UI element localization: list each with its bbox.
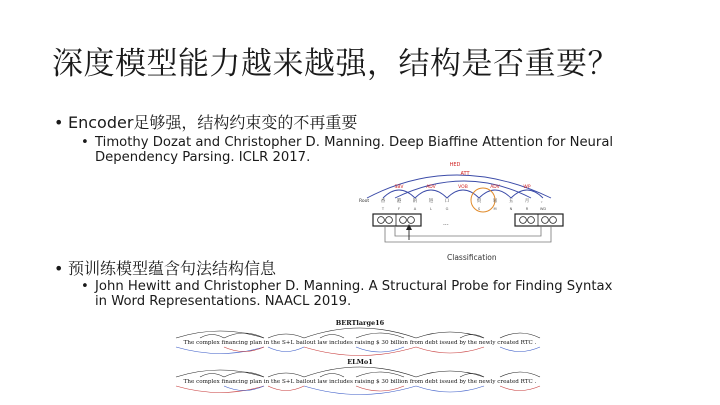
token: includes xyxy=(329,340,353,346)
token: by xyxy=(459,340,467,346)
sentence-row-1 xyxy=(184,340,537,346)
word: 进 xyxy=(428,199,434,204)
token: financing xyxy=(221,379,248,385)
token: 30 xyxy=(381,340,389,346)
token: RTC xyxy=(520,340,533,346)
reference-1-line-1: Timothy Dozat and Christopher D. Manning. Deep Biaffine Attention for Neural xyxy=(95,135,614,150)
pos-tag: G xyxy=(445,207,449,211)
token: the xyxy=(270,340,281,346)
token: . xyxy=(534,379,537,385)
token: includes xyxy=(329,379,353,385)
pos-tag: S xyxy=(477,207,481,211)
token: The xyxy=(183,379,195,385)
sub-bullet-dot: • xyxy=(81,135,89,150)
token: from xyxy=(409,379,424,385)
pos-tag: F xyxy=(397,207,401,211)
structural-probe-figure xyxy=(160,316,560,405)
reference-2-line-1: John Hewitt and Christopher D. Manning. A Structural Probe for Finding Syntax xyxy=(95,279,613,294)
token: bailout xyxy=(295,379,316,385)
figure-caption: Classification xyxy=(447,253,497,262)
pos-tag: WD xyxy=(539,207,547,211)
token: law xyxy=(317,379,328,385)
token: RTC xyxy=(520,379,533,385)
word: 口 xyxy=(444,199,450,204)
word: 香 xyxy=(380,199,386,204)
token: S+L xyxy=(281,340,295,346)
word: 的 xyxy=(412,199,418,204)
token: the xyxy=(467,379,478,385)
token: issued xyxy=(439,379,458,385)
token: created xyxy=(497,379,519,385)
bullet-2-text: 预训练模型蕴含句法结构信息 xyxy=(68,259,277,278)
token: raising xyxy=(354,340,375,346)
highlight-circle xyxy=(471,188,495,212)
token: $ xyxy=(376,340,380,346)
token: billion xyxy=(390,340,409,346)
token: complex xyxy=(196,379,220,385)
token: newly xyxy=(478,340,496,346)
token: in xyxy=(263,379,270,385)
token: issued xyxy=(439,340,458,346)
gold-arcs-2 xyxy=(176,367,540,377)
slide-title: 深度模型能力越来越强，结构是否重要？ xyxy=(52,46,619,82)
pos-tag: L xyxy=(429,207,433,211)
token: raising xyxy=(354,379,375,385)
dependency-parse-figure xyxy=(355,160,565,266)
pos-tag: R xyxy=(525,207,529,211)
word: 月 xyxy=(524,199,530,204)
token: debt xyxy=(425,340,438,346)
sentence-row-2 xyxy=(184,379,537,385)
token: the xyxy=(270,379,281,385)
arc-label: ADV xyxy=(490,185,500,190)
token: newly xyxy=(478,379,496,385)
bullet-1 xyxy=(54,110,357,133)
pos-tag: N xyxy=(509,207,513,211)
root-label: Root xyxy=(359,199,370,204)
reference-2-line-2: in Word Representations. NAACL 2019. xyxy=(95,294,352,309)
word: 。 xyxy=(540,199,546,204)
predicted-arcs-1 xyxy=(176,347,540,356)
arc-label-hed: HED xyxy=(449,162,461,168)
token: plan xyxy=(249,379,263,385)
reference-1-line-2: Dependency Parsing. ICLR 2017. xyxy=(95,150,311,165)
token: 30 xyxy=(381,379,389,385)
bullet-dot: • xyxy=(54,259,64,278)
token: complex xyxy=(196,340,220,346)
word: 五 xyxy=(508,199,514,204)
sub-bullet-dot: • xyxy=(81,279,89,294)
model-label-bert: BERTlarge16 xyxy=(335,319,385,327)
arc-label-att: ATT xyxy=(460,171,470,177)
token: law xyxy=(317,340,328,346)
token: billion xyxy=(390,379,409,385)
token: . xyxy=(534,340,537,346)
ellipsis: ... xyxy=(443,220,449,227)
bullet-dot: • xyxy=(54,113,64,132)
pos-tag: A xyxy=(413,207,417,211)
predicted-arcs-2 xyxy=(176,386,540,395)
arc-label: ADV xyxy=(426,185,436,190)
vector-box-left xyxy=(373,214,421,226)
bullet-2-reference xyxy=(81,279,613,309)
bullet-2 xyxy=(54,256,276,279)
token: S+L xyxy=(281,379,295,385)
token: financing xyxy=(221,340,248,346)
token: The xyxy=(183,340,195,346)
token: bailout xyxy=(295,340,316,346)
token: from xyxy=(409,340,424,346)
gold-arcs-1 xyxy=(176,328,540,338)
token: created xyxy=(497,340,519,346)
arc-label: VOB xyxy=(458,185,468,190)
token: plan xyxy=(249,340,263,346)
arc-label: WP xyxy=(523,185,531,190)
token: debt xyxy=(425,379,438,385)
pos-tag: T xyxy=(381,207,385,211)
word: 港 xyxy=(396,199,402,204)
bullet-1-text: Encoder足够强，结构约束变的不再重要 xyxy=(68,113,358,132)
pos-tag: M xyxy=(493,207,497,211)
model-label-elmo: ELMo1 xyxy=(347,358,373,366)
token: the xyxy=(467,340,478,346)
word: 易 xyxy=(492,199,498,204)
token: $ xyxy=(376,379,380,385)
token: by xyxy=(459,379,467,385)
token: in xyxy=(263,340,270,346)
word: 贸 xyxy=(476,199,482,204)
arc-label: SBV xyxy=(394,185,404,190)
vector-box-right xyxy=(515,214,563,226)
